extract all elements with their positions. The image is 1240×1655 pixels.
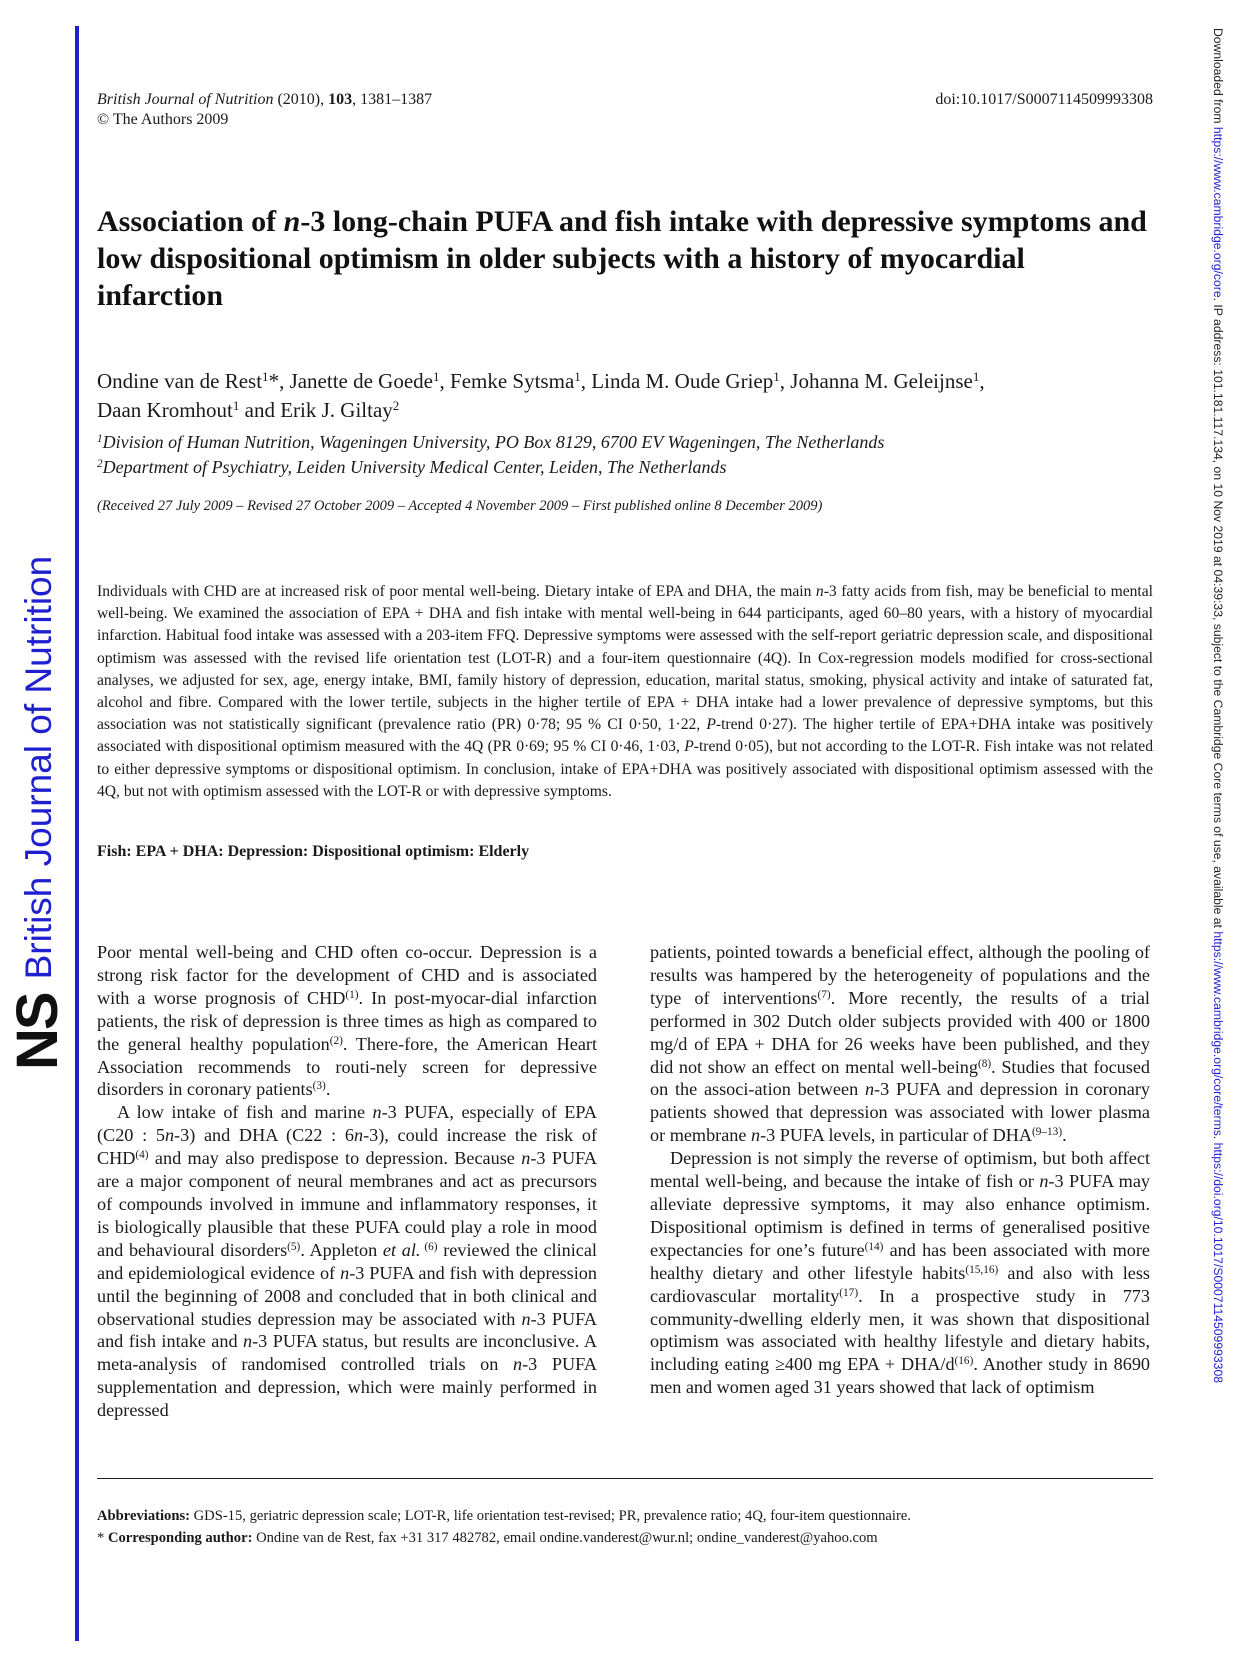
abbreviations-label: Abbreviations:: [97, 1508, 190, 1524]
italic: n: [164, 1125, 175, 1146]
text: . Appleton: [300, 1239, 383, 1260]
affiliation-1-number: 1: [97, 432, 103, 445]
author-6-affil: 1: [232, 397, 240, 413]
author-1: Ondine van de Rest: [97, 369, 263, 393]
corresponding-mark: *: [268, 369, 280, 393]
italic: n: [1039, 1171, 1049, 1192]
journal-logo: NS: [5, 993, 70, 1070]
author-1-affil: 1: [262, 368, 269, 384]
author-7: and Erik J. Giltay: [239, 398, 393, 422]
article-title: [97, 203, 1147, 314]
reference: (16): [954, 1355, 974, 1368]
text: reviewed the clinical and epidemiological evidence of: [97, 1239, 597, 1283]
italic: n: [372, 1102, 382, 1123]
reference: (3): [312, 1080, 326, 1093]
affiliation-1: [97, 430, 1147, 455]
paragraph: [650, 1147, 1150, 1399]
corresponding-asterisk: *: [97, 1529, 108, 1546]
italic: n: [521, 1308, 531, 1329]
affiliations: [97, 430, 1147, 480]
author-2: , Janette de Goede: [279, 369, 433, 393]
journal-sidebar-name: British Journal of Nutrition: [17, 555, 59, 980]
journal-citation: [97, 90, 432, 130]
abbreviations-note: [97, 1506, 1153, 1528]
author-5-affil: 1: [972, 368, 980, 384]
text: -3 PUFA and fish intake and: [97, 1308, 597, 1352]
reference: (6): [420, 1240, 438, 1253]
paragraph: [97, 941, 597, 1101]
copyright: © The Authors 2009: [97, 111, 229, 128]
footnote-divider: [97, 1478, 1153, 1479]
keywords: Fish: EPA + DHA: Depression: Dispositional optimism: Elderly: [97, 843, 530, 860]
author-6: Daan Kromhout: [97, 398, 233, 422]
paragraph: [650, 941, 1150, 1147]
citation-volume: 103: [328, 91, 353, 108]
abstract-italic-p2: P: [684, 738, 694, 756]
text: . There-fore, the American Heart Association recommends to routi-nely screen for depressive disorders in coronary patients: [97, 1033, 598, 1100]
download-note-separator: .: [1211, 1135, 1225, 1143]
text: -3 PUFA may alleviate depressive symptoms, it may also enhance optimism. Dispositional optimism is defined in terms of generalised positive expectancies for one’s future: [650, 1171, 1150, 1260]
italic: et al.: [382, 1239, 421, 1260]
italic: n: [340, 1262, 350, 1283]
italic: n: [243, 1331, 253, 1352]
abbreviations-text: GDS-15, geriatric depression scale; LOT-R, life orientation test-revised; PR, prevalence ratio; 4Q, four-item questionnaire.: [189, 1508, 911, 1524]
corresponding-author-note: [97, 1528, 1153, 1550]
text: .: [1062, 1125, 1067, 1146]
author-list: [97, 367, 1157, 425]
affiliation-2-text: Department of Psychiatry, Leiden University Medical Center, Leiden, The Netherlands: [102, 457, 727, 477]
text: -3), could increase the risk of CHD: [97, 1125, 598, 1169]
author-separator: ,: [979, 369, 985, 393]
italic: n: [521, 1148, 531, 1169]
text: -3 PUFA status, but results are inconclusive. A meta-analysis of randomised controlled trials on: [97, 1331, 597, 1375]
reference: (2): [329, 1034, 343, 1047]
body-column-left: [97, 941, 597, 1422]
text: and may also predispose to depression. Because: [148, 1148, 522, 1169]
title-part-2: -3 long-chain PUFA and fish intake with depressive symptoms and low dispositional optimism in older subjects with a history of myocardial infarction: [97, 205, 1147, 312]
received-dates: (Received 27 July 2009 – Revised 27 October 2009 – Accepted 4 November 2009 – First published online 8 December 2009): [97, 498, 823, 514]
text: .: [325, 1079, 331, 1100]
abstract: [97, 581, 1153, 803]
abstract-text-4: -trend 0·05), but not according to the LOT-R. Fish intake was not related to either depressive symptoms or dispositional optimism. In conclusion, intake of EPA+DHA was positively associated with dispositional optimism assessed with the 4Q, but not with optimism assessed with the LOT-R or with depressive symptoms.: [97, 738, 1154, 800]
download-note-middle: . IP address: 101.181.117.134, on 10 Nov 2019 at 04:39:33, subject to the Cambridge Core terms of use, available at: [1211, 297, 1225, 932]
affiliation-2-number: 2: [97, 457, 103, 470]
citation-year: (2010),: [273, 91, 329, 108]
citation-pages: , 1381–1387: [352, 91, 433, 108]
cambridge-terms-link[interactable]: https://www.cambridge.org/core/terms: [1211, 931, 1225, 1136]
reference: (14): [864, 1240, 884, 1253]
text: -3) and DHA (C22 : 6: [174, 1125, 354, 1146]
cambridge-core-link[interactable]: https://www.cambridge.org/core: [1211, 126, 1225, 298]
reference: (7): [817, 988, 831, 1001]
text: . In a prospective study in 773 community-dwelling elderly men, it was shown that dispositional optimism was associated with healthy lifestyle and dietary habits, including eating ≥400 mg EPA + DHA/d: [650, 1285, 1150, 1375]
italic: n: [512, 1354, 523, 1375]
reference: (9–13): [1032, 1126, 1063, 1139]
download-note: [1203, 28, 1233, 1638]
text: -3 PUFA supplementation and depression, which were mainly performed in depressed: [97, 1354, 597, 1421]
text: -3 PUFA are a major component of neural membranes and act as precursors of compounds involved in immune and inflammatory responses, it is biologically plausible that these PUFA could play a role in mood and behavioural disorders: [97, 1148, 597, 1260]
text: . Another study in 8690 men and women aged 31 years showed that lack of optimism: [650, 1354, 1151, 1398]
doi-link[interactable]: https://doi.org/10.1017/S0007114509993308: [1211, 1142, 1225, 1384]
corresponding-text: Ondine van de Rest, fax +31 317 482782, email ondine.vanderest@wur.nl; ondine_vanderest@yahoo.com: [252, 1529, 878, 1546]
text: -3 PUFA, especially of EPA (C20 : 5: [97, 1102, 597, 1146]
paragraph: [97, 1101, 597, 1422]
text: Depression is not simply the reverse of optimism, but both affect mental well-being, and because the intake of fish or: [650, 1148, 1150, 1192]
body-column-right: [650, 941, 1150, 1399]
author-5: , Johanna M. Geleijnse: [779, 369, 973, 393]
reference: (8): [978, 1057, 992, 1070]
journal-title-italic: British Journal of Nutrition: [97, 91, 274, 108]
journal-sidebar-brand: [5, 555, 70, 1070]
text: -3 PUFA levels, in particular of DHA: [760, 1125, 1033, 1146]
journal-accent-rule: [75, 26, 79, 1641]
text: and has been associated with more healthy dietary and other lifestyle habits: [650, 1239, 1150, 1283]
abstract-italic-n: n: [815, 583, 824, 600]
abstract-italic-p1: P: [706, 716, 716, 734]
title-part-1: Association of: [97, 205, 284, 238]
affiliation-1-text: Division of Human Nutrition, Wageningen University, PO Box 8129, 6700 EV Wageningen, The Netherlands: [102, 432, 885, 452]
title-italic-n: n: [283, 205, 301, 238]
text: and also with less cardiovascular mortality: [650, 1262, 1150, 1306]
text: -3 PUFA and fish with depression until the beginning of 2008 and concluded that in both clinical and observational studies depression may be associated with: [97, 1262, 597, 1329]
reference: (1): [345, 988, 359, 1001]
text: -3 PUFA and depression in coronary patients showed that depression was associated with lower plasma or membrane: [650, 1079, 1151, 1146]
abstract-text-1: Individuals with CHD are at increased risk of poor mental well-being. Dietary intake of EPA and DHA, the main: [97, 583, 816, 600]
italic: n: [864, 1079, 875, 1100]
footnotes: [97, 1506, 1153, 1549]
italic: n: [751, 1125, 761, 1146]
corresponding-label: Corresponding author:: [107, 1529, 253, 1546]
doi: doi:10.1017/S0007114509993308: [935, 91, 1153, 108]
author-7-affil: 2: [392, 397, 400, 413]
author-3: , Femke Sytsma: [439, 369, 575, 393]
affiliation-2: [97, 455, 1147, 480]
italic: n: [353, 1125, 364, 1146]
author-4: , Linda M. Oude Griep: [580, 369, 774, 393]
reference: (4): [135, 1148, 149, 1161]
author-4-affil: 1: [773, 368, 780, 384]
abstract-text-3: -trend 0·27). The higher tertile of EPA+DHA intake was positively associated with dispositional optimism measured with the 4Q (PR 0·69; 95 % CI 0·46, 1·03,: [97, 716, 1153, 756]
text: A low intake of fish and marine: [117, 1102, 373, 1123]
author-2-affil: 1: [433, 368, 440, 384]
text: Poor mental well-being and CHD often co-occur. Depression is a strong risk factor for the development of CHD and is associated with a worse prognosis of CHD: [97, 942, 597, 1008]
download-note-prefix: Downloaded from: [1211, 28, 1225, 127]
text: . In post-myocar-dial infarction patients, the risk of depression is three times as high as compared to the general healthy population: [97, 987, 597, 1054]
abstract-text-2: -3 fatty acids from fish, may be beneficial to mental well-being. We examined the association of EPA + DHA and fish intake with mental well-being in 644 participants, aged 60–80 years, with a history of myocardial infarction. Habitual food intake was assessed with a 203-item FFQ. Depressive symptoms were assessed with the self-report geriatric depression scale, and dispositional optimism was assessed with the revised life orientation test (LOT-R) and a four-item questionnaire (4Q). In Cox-regression models modified for cross-sectional analyses, we adjusted for sex, age, energy intake, BMI, family history of depression, education, marital status, smoking, physical activity and intake of saturated fat, alcohol and fibre. Compared with the lower tertile, subjects in the higher tertile of EPA + DHA intake had a lower prevalence of depressive symptoms, but this association was not statistically significant (prevalence ratio (PR) 0·78; 95 % CI 0·50, 1·22,: [97, 583, 1154, 734]
reference: (5): [287, 1240, 301, 1253]
reference: (15,16): [965, 1263, 999, 1276]
author-3-affil: 1: [574, 368, 581, 384]
text: patients, pointed towards a beneficial effect, although the pooling of results was hampered by the heterogeneity of populations and the type of interventions: [650, 942, 1150, 1008]
reference: (17): [839, 1286, 859, 1299]
text: . Studies that focused on the associ-ation between: [650, 1056, 1150, 1100]
text: . More recently, the results of a trial performed in 302 Dutch older subjects provided with 400 or 1800 mg/d of EPA + DHA for 26 weeks have been published, and they did not show an effect on mental well-being: [650, 987, 1150, 1077]
